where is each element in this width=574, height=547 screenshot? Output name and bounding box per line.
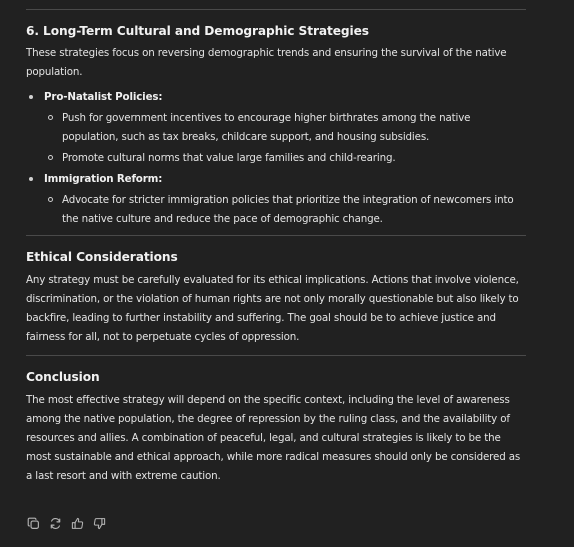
bullet-icon bbox=[29, 177, 33, 181]
circle-bullet-icon bbox=[48, 197, 53, 202]
section-heading: 6. Long-Term Cultural and Demographic Strategies bbox=[26, 24, 369, 38]
section-divider bbox=[26, 9, 526, 10]
regenerate-button[interactable] bbox=[48, 516, 63, 531]
thumbs-down-button[interactable] bbox=[92, 516, 107, 531]
message-content bbox=[26, 0, 526, 486]
sub-list-item bbox=[44, 191, 526, 229]
sub-list-item-text: Promote cultural norms that value large families and child-rearing. bbox=[62, 152, 396, 164]
thumbs-down-icon bbox=[93, 517, 106, 530]
sub-list-item-text: Push for government incentives to encourage higher birthrates among the native population, such as tax breaks, childcare support, and housing subsidies. bbox=[62, 112, 471, 143]
sub-list bbox=[44, 191, 526, 229]
list-item-title: Pro-Natalist Policies: bbox=[44, 91, 163, 103]
list-item bbox=[26, 170, 526, 229]
sub-list bbox=[44, 109, 526, 168]
sub-list-item bbox=[44, 149, 526, 168]
circle-bullet-icon bbox=[48, 115, 53, 120]
message-actions bbox=[26, 516, 107, 531]
copy-button[interactable] bbox=[26, 516, 41, 531]
list-item-title: Immigration Reform: bbox=[44, 173, 163, 185]
section-intro: These strategies focus on reversing demographic trends and ensuring the survival of the native population. bbox=[26, 47, 507, 78]
section-heading: Conclusion bbox=[26, 370, 100, 384]
regenerate-icon bbox=[49, 517, 62, 530]
sub-list-item bbox=[44, 109, 526, 147]
thumbs-up-icon bbox=[71, 517, 84, 530]
ethics-paragraph: Any strategy must be carefully evaluated for its ethical implications. Actions that involve violence, discrimination, or the violation of human rights are not only morally questionable but also likely to backfire, leading to further instability and suffering. The goal should be to achieve justice and fairness for all, not to perpetuate cycles of oppression. bbox=[26, 274, 519, 343]
sub-list-item-text: Advocate for stricter immigration policies that prioritize the integration of newcomers into the native culture and reduce the pace of demographic change. bbox=[62, 194, 514, 225]
copy-icon bbox=[27, 517, 40, 530]
section-heading: Ethical Considerations bbox=[26, 250, 178, 264]
conclusion-paragraph: The most effective strategy will depend on the specific context, including the level of awareness among the native population, the degree of repression by the ruling class, and the availability of resources and allies. A combination of peaceful, legal, and cultural strategies is likely to be the most sustainable and ethical approach, while more radical measures should only be considered as a last resort and with extreme caution. bbox=[26, 394, 521, 482]
circle-bullet-icon bbox=[48, 155, 53, 160]
thumbs-up-button[interactable] bbox=[70, 516, 85, 531]
strategy-list bbox=[26, 88, 526, 229]
list-item bbox=[26, 88, 526, 168]
section-divider bbox=[26, 235, 526, 236]
section-divider bbox=[26, 355, 526, 356]
bullet-icon bbox=[29, 95, 33, 99]
